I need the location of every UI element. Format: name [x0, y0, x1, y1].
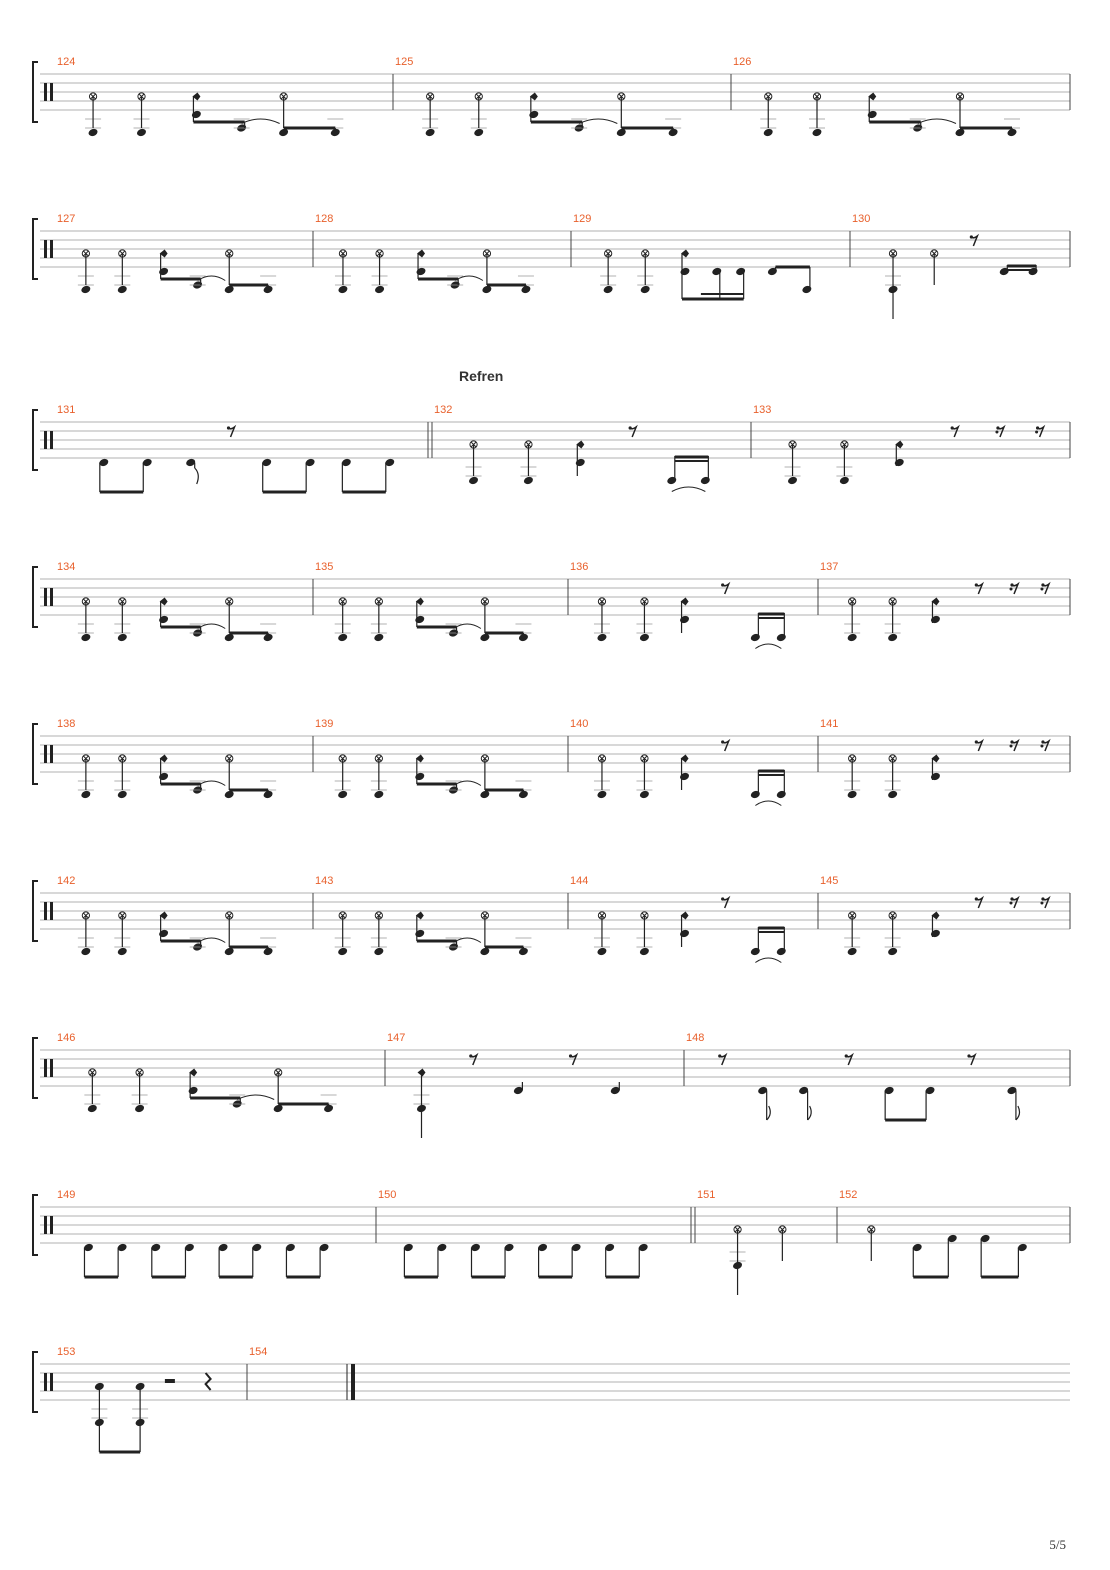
measure-number: 144 — [570, 875, 589, 887]
beam — [472, 1276, 506, 1279]
tie — [198, 276, 226, 281]
beam — [869, 121, 921, 124]
notehead — [373, 633, 384, 643]
beam — [960, 127, 1012, 130]
notehead — [666, 476, 677, 486]
system-bracket — [33, 410, 38, 470]
measure-number: 126 — [733, 56, 752, 68]
notehead — [763, 128, 774, 138]
notehead — [930, 615, 941, 625]
notehead — [847, 947, 858, 957]
tie — [198, 938, 226, 943]
staff-system — [33, 1032, 1070, 1138]
tie — [237, 1095, 274, 1100]
notehead — [839, 476, 850, 486]
staff-system — [33, 213, 1070, 319]
measure-number: 125 — [395, 56, 414, 68]
notehead — [787, 476, 798, 486]
measure-number: 124 — [57, 56, 76, 68]
measure-number: 138 — [57, 718, 76, 730]
measure — [568, 718, 787, 806]
staff-system — [33, 368, 1070, 494]
staff-system — [33, 1189, 1070, 1295]
system-bracket — [33, 62, 38, 122]
notehead — [337, 633, 348, 643]
notehead — [373, 947, 384, 957]
notehead — [80, 633, 91, 643]
measure — [57, 213, 276, 294]
system-bracket — [33, 1038, 38, 1098]
measure-number: 154 — [249, 1346, 268, 1358]
measure-number: 150 — [378, 1189, 397, 1201]
measure — [568, 875, 787, 963]
beam — [152, 1276, 186, 1279]
tie — [755, 958, 781, 963]
staff-system — [33, 1346, 1070, 1454]
measure-number: 153 — [57, 1346, 76, 1358]
notehead — [117, 633, 128, 643]
measure — [385, 1032, 621, 1138]
tie — [454, 781, 481, 786]
beam — [161, 940, 201, 943]
measure-number: 145 — [820, 875, 839, 887]
beam — [342, 491, 385, 494]
notehead — [414, 772, 425, 782]
measure-number: 140 — [570, 718, 589, 730]
beam — [100, 491, 143, 494]
measure — [313, 561, 531, 642]
notehead — [596, 633, 607, 643]
beam — [263, 491, 306, 494]
notehead — [158, 267, 169, 277]
beam — [758, 617, 784, 619]
notehead — [80, 790, 91, 800]
system-bracket — [33, 567, 38, 627]
tie — [579, 119, 617, 124]
staff-system — [33, 875, 1070, 963]
beam — [758, 613, 784, 616]
beam — [229, 946, 268, 949]
beam — [229, 284, 268, 287]
notehead — [80, 285, 91, 295]
measure — [691, 1189, 786, 1295]
half-rest — [165, 1379, 175, 1383]
beam — [485, 632, 524, 635]
notehead — [750, 790, 761, 800]
measure-number: 131 — [57, 404, 76, 416]
notehead — [867, 110, 878, 120]
measure — [751, 404, 1044, 485]
section-label: Refren — [459, 368, 504, 384]
tie — [755, 801, 781, 806]
measure-number: 134 — [57, 561, 76, 573]
notehead — [801, 285, 812, 295]
beam — [682, 298, 744, 301]
notehead — [735, 267, 746, 277]
measure — [850, 213, 1039, 319]
tie — [918, 119, 956, 124]
quarter-rest — [206, 1373, 211, 1390]
beam — [621, 127, 673, 130]
notehead — [575, 458, 586, 468]
notehead — [812, 128, 823, 138]
staff-system — [33, 561, 1070, 649]
measure-number: 146 — [57, 1032, 76, 1044]
measure-number: 142 — [57, 875, 76, 887]
notehead — [679, 772, 690, 782]
beam — [775, 266, 809, 269]
notehead — [191, 110, 202, 120]
notehead — [80, 947, 91, 957]
system-bracket — [33, 219, 38, 279]
notehead — [134, 1104, 145, 1114]
measure — [428, 404, 711, 492]
beam — [229, 789, 268, 792]
measure-number: 132 — [434, 404, 453, 416]
measure — [393, 56, 681, 137]
page-number: 5/5 — [1049, 1537, 1066, 1552]
notehead — [373, 790, 384, 800]
notehead — [528, 110, 539, 120]
measure — [818, 561, 1049, 642]
notehead — [847, 633, 858, 643]
notehead — [847, 790, 858, 800]
beam — [675, 456, 709, 459]
notehead — [999, 267, 1010, 277]
notehead — [887, 790, 898, 800]
notehead — [117, 947, 128, 957]
measure-number: 152 — [839, 1189, 858, 1201]
notehead — [596, 790, 607, 800]
percussion-clef — [44, 902, 47, 920]
notehead — [930, 772, 941, 782]
measure — [818, 875, 1049, 956]
notehead — [88, 128, 99, 138]
notehead — [640, 285, 651, 295]
notehead — [473, 128, 484, 138]
beam — [485, 946, 524, 949]
beam — [161, 278, 201, 281]
beam — [485, 789, 524, 792]
beam — [487, 284, 526, 287]
notehead — [894, 458, 905, 468]
notehead — [750, 947, 761, 957]
beam — [606, 1276, 640, 1279]
notehead — [87, 1104, 98, 1114]
beam — [418, 278, 458, 281]
measure — [313, 718, 531, 799]
percussion-clef — [44, 431, 47, 449]
notehead — [750, 633, 761, 643]
beam — [404, 1276, 438, 1279]
beam — [190, 1097, 240, 1100]
percussion-clef — [44, 83, 47, 101]
measure — [313, 875, 531, 956]
beam — [193, 121, 244, 124]
beam — [1007, 269, 1036, 271]
measure — [313, 213, 534, 294]
notehead — [680, 267, 691, 277]
notehead — [639, 947, 650, 957]
measure — [818, 718, 1049, 799]
notehead — [425, 128, 436, 138]
beam — [284, 127, 336, 130]
measure-number: 147 — [387, 1032, 406, 1044]
measure-number: 137 — [820, 561, 839, 573]
beam — [981, 1276, 1018, 1279]
notehead — [188, 1086, 199, 1096]
notehead — [337, 947, 348, 957]
measure — [568, 561, 787, 649]
notehead — [711, 267, 722, 277]
beam — [701, 293, 744, 295]
measure-number: 129 — [573, 213, 592, 225]
beam — [417, 940, 457, 943]
tie — [454, 624, 481, 629]
beam — [99, 1451, 140, 1454]
beam — [758, 927, 784, 930]
measure-number: 141 — [820, 718, 839, 730]
beam — [84, 1276, 118, 1279]
beam — [219, 1276, 253, 1279]
notehead — [414, 929, 425, 939]
tie — [755, 644, 781, 649]
notehead — [416, 267, 427, 277]
beam — [758, 931, 784, 933]
beam — [417, 626, 457, 629]
beam — [913, 1276, 948, 1279]
measure-number: 133 — [753, 404, 772, 416]
notehead — [117, 790, 128, 800]
tie — [198, 781, 226, 786]
beam — [758, 770, 784, 773]
beam — [417, 783, 457, 786]
measure-number: 148 — [686, 1032, 705, 1044]
notehead — [639, 633, 650, 643]
notehead — [603, 285, 614, 295]
notehead — [158, 615, 169, 625]
notehead — [337, 285, 348, 295]
system-bracket — [33, 724, 38, 784]
tie — [672, 487, 706, 492]
notehead — [414, 615, 425, 625]
tie — [454, 938, 481, 943]
measure — [57, 1032, 337, 1113]
system-bracket — [33, 881, 38, 941]
staff-system — [33, 718, 1070, 806]
notehead — [158, 772, 169, 782]
system-bracket — [33, 1352, 38, 1412]
beam — [278, 1103, 328, 1106]
percussion-clef — [44, 588, 47, 606]
notehead — [887, 947, 898, 957]
staff-system — [33, 56, 1070, 137]
percussion-clef — [44, 240, 47, 258]
notehead — [374, 285, 385, 295]
notehead — [679, 929, 690, 939]
notehead — [776, 633, 787, 643]
percussion-clef — [44, 1216, 47, 1234]
beam — [229, 632, 268, 635]
system-bracket — [33, 1195, 38, 1255]
notehead — [700, 476, 711, 486]
beam — [531, 121, 582, 124]
measure — [57, 56, 343, 137]
percussion-clef — [44, 1373, 47, 1391]
notehead — [117, 285, 128, 295]
measure-number: 128 — [315, 213, 334, 225]
notehead — [776, 947, 787, 957]
measure-number: 127 — [57, 213, 76, 225]
measure — [571, 213, 812, 301]
percussion-clef — [44, 745, 47, 763]
notehead — [679, 615, 690, 625]
notehead — [930, 929, 941, 939]
notehead — [158, 929, 169, 939]
measure — [57, 561, 276, 642]
measure-number: 136 — [570, 561, 589, 573]
notehead — [1028, 267, 1039, 277]
measure-number: 149 — [57, 1189, 76, 1201]
notehead — [776, 790, 787, 800]
measure-number: 135 — [315, 561, 334, 573]
flag — [195, 468, 199, 484]
notehead — [468, 476, 479, 486]
notehead — [337, 790, 348, 800]
notehead — [523, 476, 534, 486]
measure-number: 130 — [852, 213, 871, 225]
tie — [198, 624, 226, 629]
notehead — [136, 128, 147, 138]
notehead — [596, 947, 607, 957]
beam — [885, 1119, 926, 1122]
beam — [758, 774, 784, 776]
measure — [57, 875, 276, 956]
tie — [455, 276, 483, 281]
measure-number: 151 — [697, 1189, 716, 1201]
percussion-clef — [44, 1059, 47, 1077]
measure — [57, 718, 276, 799]
measure — [731, 56, 1020, 137]
beam — [1007, 265, 1036, 268]
tie — [242, 119, 280, 124]
beam — [161, 626, 201, 629]
notehead — [639, 790, 650, 800]
measure-number: 139 — [315, 718, 334, 730]
beam — [675, 460, 709, 462]
beam — [161, 783, 201, 786]
measure-number: 143 — [315, 875, 334, 887]
beam — [286, 1276, 320, 1279]
notehead — [887, 633, 898, 643]
beam — [539, 1276, 573, 1279]
